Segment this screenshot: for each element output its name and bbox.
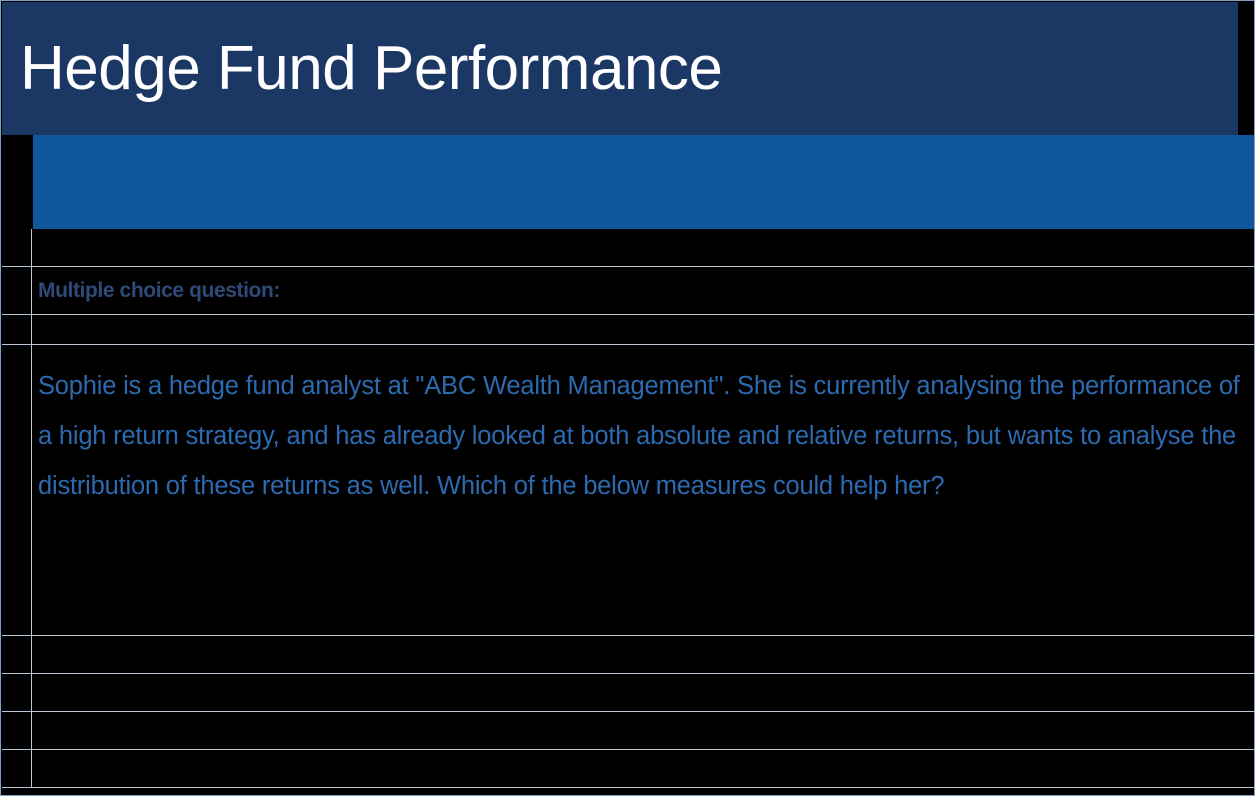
row-gutter [2,636,32,673]
table-row [2,750,1255,788]
row-cell [32,267,1255,314]
row-gutter [2,229,32,266]
row-cell [32,636,1255,673]
table-row [2,674,1255,712]
title-banner [2,2,1238,135]
table-row [2,345,1255,636]
table-row [2,267,1255,315]
row-cell [32,750,1255,787]
accent-banner [33,135,1255,229]
question-label: Multiple choice question: [38,278,281,302]
table-row [2,636,1255,674]
row-gutter [2,712,32,749]
row-cell [32,345,1255,635]
row-gutter [2,674,32,711]
content-table [2,229,1255,795]
question-text: Sophie is a hedge fund analyst at "ABC Wealth Management". She is currently analysing the performance of a high return strategy, and has already looked at both absolute and relative returns, but wants to analyse the distribution of these returns as well. Which of the below measures could help her? [38,372,1240,500]
row-gutter [2,267,32,314]
row-cell [32,229,1255,266]
table-row [2,712,1255,750]
table-row [2,315,1255,345]
row-cell [32,674,1255,711]
row-gutter [2,750,32,787]
row-gutter [2,315,32,344]
page-title: Hedge Fund Performance [20,33,723,103]
table-row [2,229,1255,267]
row-cell [32,315,1255,344]
row-gutter [2,345,32,635]
row-cell [32,712,1255,749]
